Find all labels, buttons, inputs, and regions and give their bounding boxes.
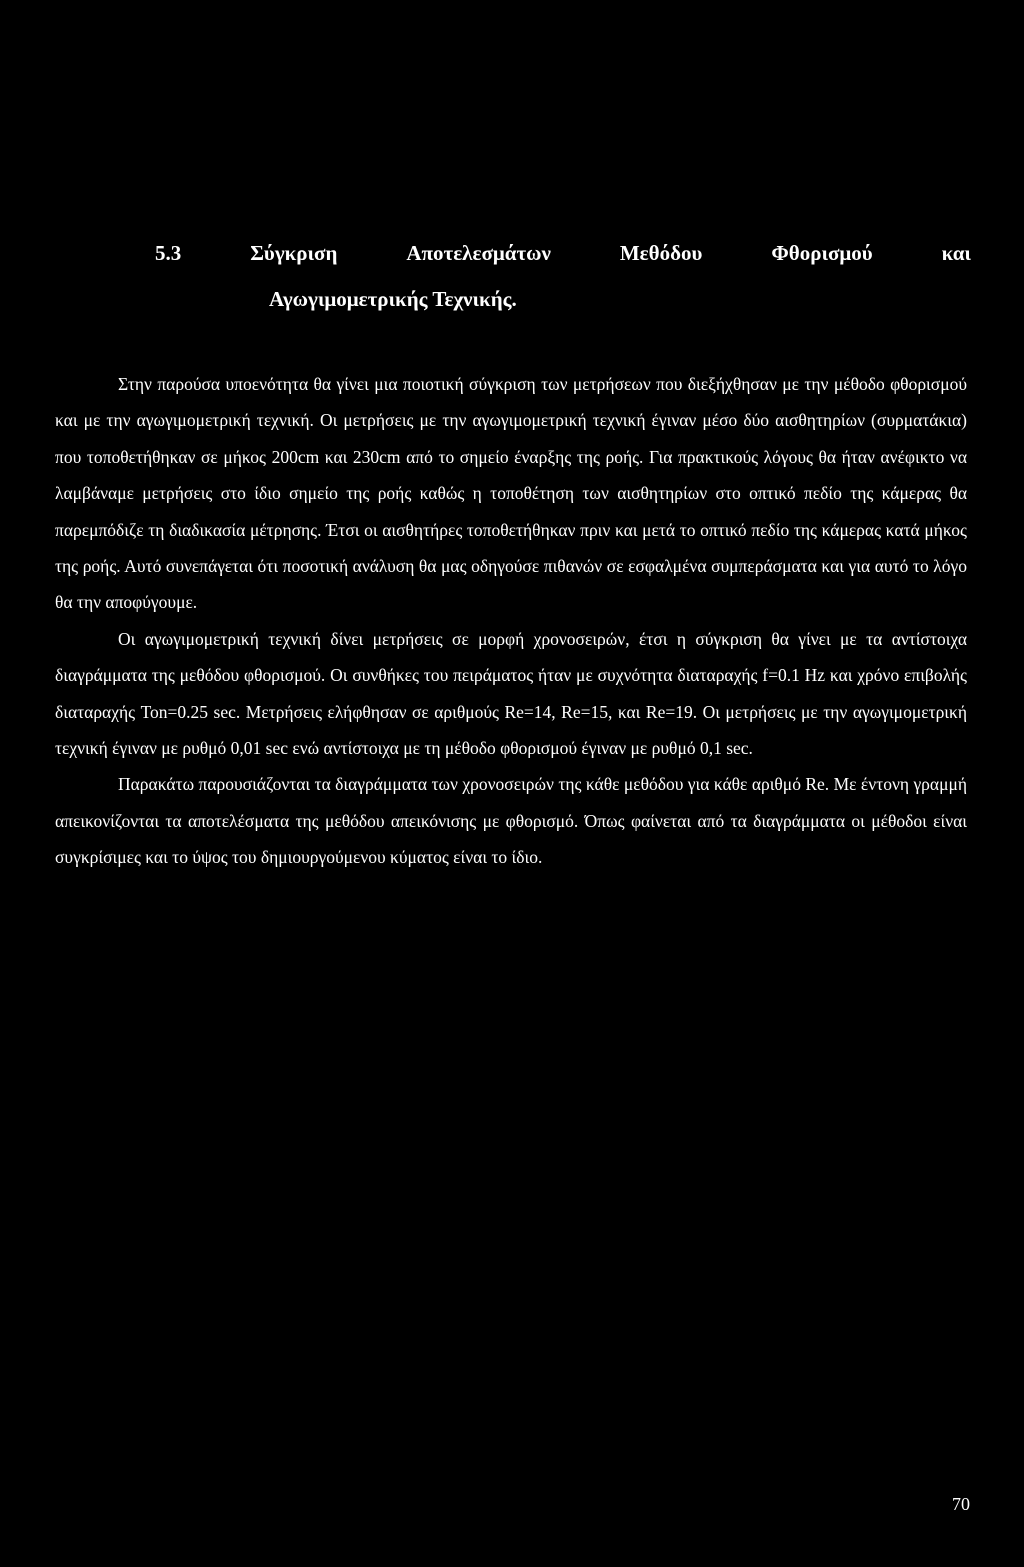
section-title-word: και xyxy=(941,241,971,265)
page-number: 70 xyxy=(952,1494,970,1514)
paragraph-conditions: Οι αγωγιμομετρική τεχνική δίνει μετρήσεις σε μορφή χρονοσειρών, έτσι η σύγκριση θα γίνει με τα αντίστοιχα διαγράμματα της μεθόδου φθορισμού. Οι συνθήκες του πειράματος ήταν με συχνότητα διαταραχής f=0.1 Hz και χρόνο επιβολής διαταραχής Ton=0.25 sec. Μετρήσεις ελήφθησαν σε αριθμούς Re=14, Re=15, και Re=19. Οι μετρήσεις με την αγωγιμομετρική τεχνική έγιναν με ρυθμό 0,01 sec ενώ αντίστοιχα με τη μέθοδο φθορισμού έγιναν με ρυθμό 0,1 sec. xyxy=(55,628,967,759)
paragraph-results: Παρακάτω παρουσιάζονται τα διαγράμματα των χρονοσειρών της κάθε μεθόδου για κάθε αριθμό Re. Με έντονη γραμμή απεικονίζονται τα αποτελέσματα της μεθόδου απεικόνισης με φθορισμό. Όπως φαίνεται από τα διαγράμματα οι μέθοδοι είναι συγκρίσιμες και το ύψος του δημιουργούμενου κύματος είναι το ίδιο. xyxy=(55,774,967,868)
section-heading-line-1 xyxy=(155,230,971,276)
section-title-word: Αποτελεσμάτων xyxy=(406,241,551,265)
section-heading-line-2: Αγωγιμομετρικής Τεχνικής. xyxy=(269,287,517,311)
section-heading xyxy=(155,230,971,322)
section-title-word: Φθορισμού xyxy=(771,241,873,265)
section-title-word: Μεθόδου xyxy=(619,241,703,265)
section-title-word: Σύγκριση xyxy=(250,241,338,265)
section-number: 5.3 xyxy=(155,241,182,265)
body-text xyxy=(55,366,967,876)
paragraph-intro: Στην παρούσα υποενότητα θα γίνει μια ποιοτική σύγκριση των μετρήσεων που διεξήχθησαν με την μέθοδο φθορισμού και με την αγωγιμομετρική τεχνική. Οι μετρήσεις με την αγωγιμομετρική τεχνική έγιναν μέσο δύο αισθητηρίων (συρματάκια) που τοποθετήθηκαν σε μήκος 200cm και 230cm από το σημείο έναρξης της ροής. Για πρακτικούς λόγους θα ήταν ανέφικτο να λαμβάναμε μετρήσεις στο ίδιο σημείο της ροής καθώς η τοποθέτηση των αισθητηρίων στο οπτικό πεδίο της κάμερας θα παρεμπόδιζε τη διαδικασία μέτρησης. Έτσι οι αισθητήρες τοποθετήθηκαν πριν και μετά το οπτικό πεδίο της κάμερας κατά μήκος της ροής. Αυτό συνεπάγεται ότι ποσοτική ανάλυση θα μας οδηγούσε πιθανών σε εσφαλμένα συμπεράσματα και για αυτό το λόγο θα την αποφύγουμε. xyxy=(55,374,967,613)
